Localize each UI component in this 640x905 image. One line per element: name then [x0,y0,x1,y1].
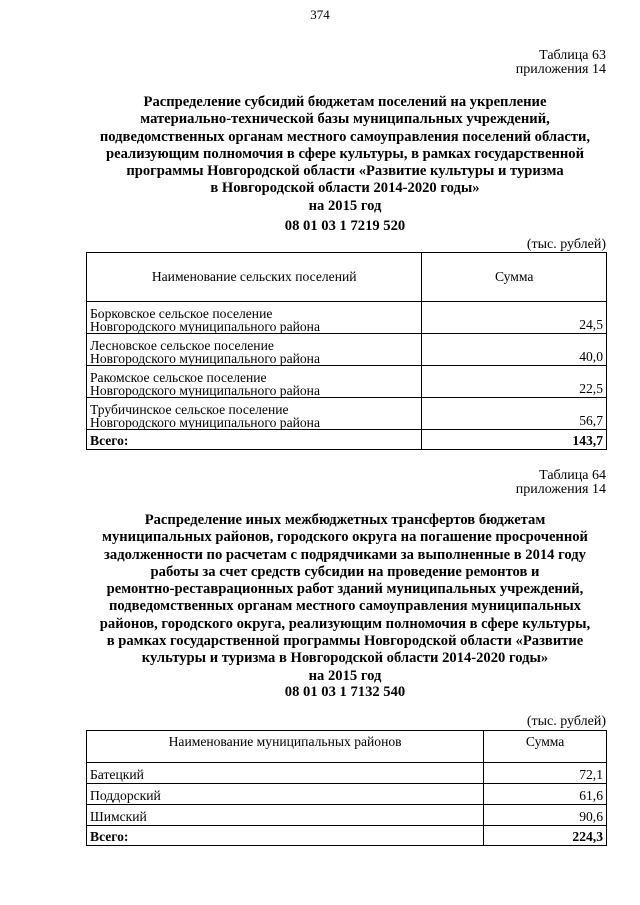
sum-value: 90,6 [484,805,607,826]
title-line: культуры и туризма в Новгородской области 2014-2020 годы» [141,650,549,667]
title-line: задолженности по расчетам с подрядчиками за выполненные в 2014 году [104,546,586,563]
district-line: Новгородского муниципального района [90,382,320,398]
district-line: Новгородского муниципального района [90,318,320,334]
table63-reference [516,49,606,77]
table-number: Таблица 63 [539,48,606,63]
table63-budget-code: 08 01 03 1 7219 520 [284,218,406,234]
table-row [87,302,607,334]
table-header-row [87,731,607,763]
settlement-line: Трубичинское сельское поселение [90,402,289,417]
table-header-row [87,253,607,302]
district-line: Новгородского муниципального района [90,414,320,430]
settlement-name [87,398,422,430]
table-row [87,366,607,398]
title-line: на 2015 год [308,197,382,214]
sum-value: 61,6 [484,784,607,805]
settlement-line: Ракомское сельское поселение [90,370,267,385]
table-row [87,334,607,366]
title-line: материально-технической базы муниципальных учреждений, [140,111,550,128]
sum-value: 40,0 [422,334,607,366]
table-row [87,398,607,430]
sum-value: 22,5 [422,366,607,398]
title-line: подведомственных органам местного самоуправления поселений области, [99,128,591,145]
table63 [86,252,607,450]
sum-value: 24,5 [422,302,607,334]
sum-value: 56,7 [422,398,607,430]
district-name: Батецкий [87,763,484,784]
table63-units: (тыс. рублей) [526,237,606,252]
title-line: работы за счет средств субсидии на проведение ремонтов и [150,563,540,580]
title-line: в Новгородской области 2014-2020 годы» [210,180,480,197]
table64-units: (тыс. рублей) [526,714,606,729]
sum-value: 72,1 [484,763,607,784]
title-line: программы Новгородской области «Развитие культуры и туризма [126,163,564,180]
column-header-sum: Сумма [422,253,607,302]
total-value: 143,7 [422,430,607,450]
table-row [87,763,607,784]
title-line: реализующим полномочия в сфере культуры, в рамках государственной [106,145,584,162]
column-header-name: Наименование сельских поселений [87,253,422,302]
settlement-name [87,334,422,366]
district-line: Новгородского муниципального района [90,350,320,366]
table-row [87,805,607,826]
total-label: Всего: [87,826,484,846]
settlement-line: Борковское сельское поселение [90,306,273,321]
table64-title [70,512,620,685]
settlement-name [87,366,422,398]
title-line: муниципальных районов, городского округа на погашение просроченной [102,529,588,546]
district-name: Поддорский [87,784,484,805]
table64-reference [516,469,606,497]
title-line: Распределение субсидий бюджетам поселений на укрепление [143,94,547,110]
settlement-name [87,302,422,334]
title-line: на 2015 год [308,667,382,684]
total-row [87,430,607,450]
table-number: Таблица 64 [539,468,606,483]
column-header-name: Наименование муниципальных районов [87,731,484,763]
table64 [86,730,607,846]
total-row [87,826,607,846]
title-line: подведомственных органам местного самоуправления муниципальных [108,598,582,615]
table-row [87,784,607,805]
title-line: районов, городского округа, реализующим полномочия в сфере культуры, [99,615,591,632]
title-line: в рамках государственной программы Новгородской области «Развитие [106,633,584,650]
page-number: 374 [310,7,330,22]
table63-title [70,94,620,215]
total-value: 224,3 [484,826,607,846]
title-line: ремонтно-реставрационных работ зданий муниципальных учреждений, [106,581,584,598]
total-label: Всего: [87,430,422,450]
appendix-reference: приложения 14 [515,482,606,497]
column-header-sum: Сумма [484,731,607,763]
settlement-line: Лесновское сельское поселение [90,338,274,353]
district-name: Шимский [87,805,484,826]
table64-budget-code: 08 01 03 1 7132 540 [284,684,406,700]
appendix-reference: приложения 14 [515,62,606,77]
title-line: Распределение иных межбюджетных трансфертов бюджетам [144,512,546,528]
